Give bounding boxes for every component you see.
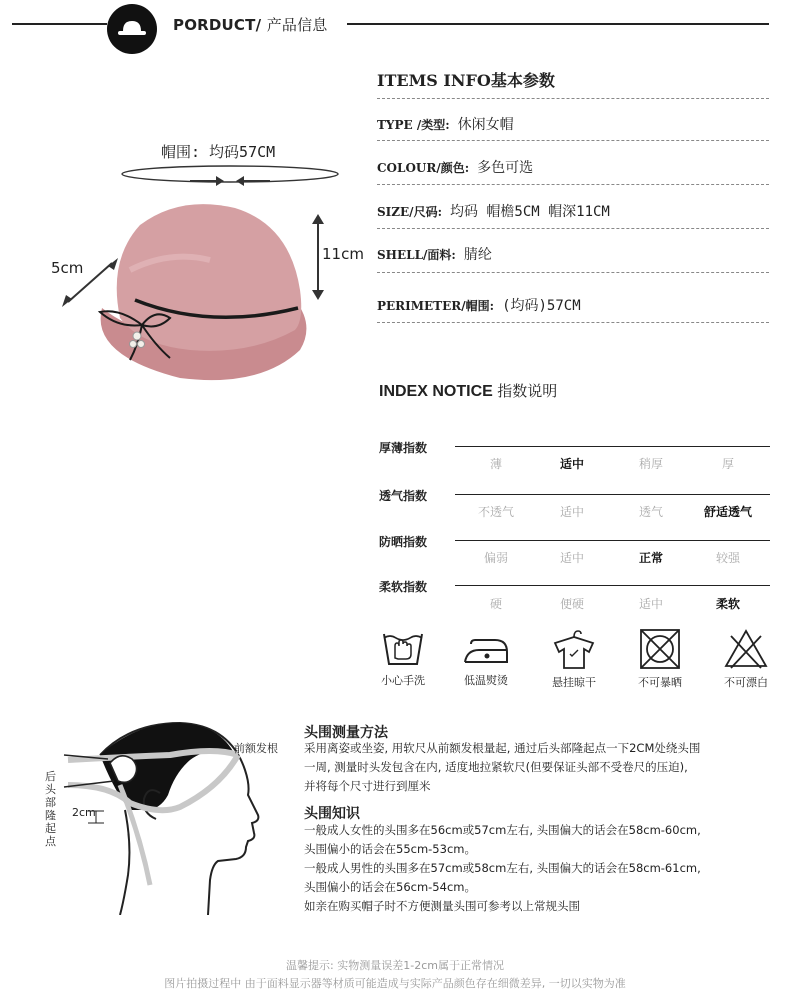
info-row-perimeter: [377, 295, 581, 315]
knowledge-line: 头围偏小的话会在56cm-54cm。: [304, 880, 476, 894]
divider: [377, 228, 769, 229]
info-value: 腈纶: [463, 247, 492, 263]
index-line: [455, 585, 770, 586]
offset-label: 2cm: [72, 806, 96, 819]
measure-line: 采用离姿或坐姿, 用软尺从前额发根量起, 通过后头部隆起点一下2CM处绕头围: [304, 741, 701, 755]
index-option: 适中: [559, 505, 584, 519]
info-value: 多色可选: [477, 160, 534, 176]
info-label: SIZE/尺码:: [377, 205, 442, 219]
knowledge-line: 一般成人女性的头围多在56cm或57cm左右, 头围偏大的话会在58cm-60cm,: [304, 823, 701, 837]
divider: [377, 98, 769, 99]
front-label: 前额发根: [234, 742, 278, 755]
brim-arrow-icon: [60, 255, 120, 310]
index-line: [455, 494, 770, 495]
divider: [377, 184, 769, 185]
index-option: 透气: [638, 505, 663, 519]
index-notice-title: [379, 380, 557, 401]
index-option-selected: 舒适透气: [703, 505, 752, 519]
index-option: 较强: [715, 551, 740, 565]
care-item-no-bleach: [711, 628, 781, 690]
index-line: [455, 540, 770, 541]
perimeter-arrow-icon: [110, 160, 350, 190]
care-label: 低温熨烫: [464, 674, 508, 687]
index-option-selected: 正常: [638, 551, 663, 565]
divider: [377, 140, 769, 141]
info-label: TYPE /类型:: [377, 118, 450, 132]
index-option-selected: 适中: [559, 457, 584, 471]
measure-title: 头围测量方法: [304, 725, 388, 741]
care-item-hang-dry: [539, 628, 609, 690]
measure-line: 并将每个尺寸进行到厘米: [304, 779, 431, 793]
title-sep: /: [255, 16, 262, 34]
info-row-size: [377, 201, 610, 221]
depth-label: 11cm: [322, 245, 364, 263]
hat-logo-icon: [107, 4, 157, 54]
no-bleach-icon: [723, 628, 769, 670]
footer-note-2: 图片拍摄过程中 由于面料显示器等材质可能造成与实际产品颜色存在细微差异, 一切以实物为准: [164, 977, 626, 990]
title-zh: 产品信息: [266, 16, 328, 34]
brim-label: 5cm: [51, 259, 84, 277]
care-label: 不可漂白: [724, 676, 768, 689]
index-option: 厚: [721, 457, 734, 471]
iron-low-icon: [461, 628, 511, 668]
back-label: 后头部隆起点: [45, 770, 56, 848]
care-item-hand-wash: [368, 628, 438, 688]
knowledge-text: [304, 821, 774, 916]
index-option: 稍厚: [638, 457, 663, 471]
knowledge-line: 头围偏小的话会在55cm-53cm。: [304, 842, 476, 856]
index-name: 厚薄指数: [379, 441, 428, 455]
index-option: 便硬: [559, 597, 584, 611]
items-info-title: ITEMS INFO基本参数: [377, 71, 555, 90]
divider: [377, 272, 769, 273]
index-line: [455, 446, 770, 447]
care-label: 悬挂晾干: [552, 676, 596, 689]
index-option: 薄: [489, 457, 502, 471]
index-option: 适中: [559, 551, 584, 565]
hang-dry-icon: [551, 628, 597, 670]
index-option: 适中: [638, 597, 663, 611]
footer-note-1: 温馨提示: 实物测量误差1-2cm属于正常情况: [286, 959, 504, 972]
title-en: PORDUCT: [173, 16, 256, 34]
info-row-colour: [377, 157, 533, 177]
no-sun-dry-icon: [638, 628, 682, 670]
index-title-en: INDEX NOTICE: [379, 383, 493, 400]
index-option: 偏弱: [483, 551, 508, 565]
knowledge-title: 头围知识: [304, 806, 360, 822]
index-title-zh: 指数说明: [497, 383, 558, 400]
measure-line: 一周, 测量时头发包含在内, 适度地拉紧软尺(但要保证头部不受卷尺的压迫),: [304, 760, 688, 774]
care-label: 不可暴晒: [638, 676, 682, 689]
hand-wash-icon: [381, 628, 425, 668]
info-row-type: [377, 114, 514, 134]
index-name: 柔软指数: [379, 580, 428, 594]
info-value: 均码 帽檐5CM 帽深11CM: [450, 204, 610, 220]
header-rule-right: [347, 23, 769, 25]
care-label: 小心手洗: [381, 674, 425, 687]
index-option: 硬: [489, 597, 502, 611]
info-label: SHELL/面料:: [377, 248, 456, 262]
knowledge-line: 一般成人男性的头围多在57cm或58cm左右, 头围偏大的话会在58cm-61cm,: [304, 861, 701, 875]
info-row-shell: [377, 244, 492, 264]
section-title-product: [173, 14, 328, 35]
info-value: (均码)57CM: [502, 298, 581, 314]
divider: [377, 322, 769, 323]
knowledge-line: 如亲在购买帽子时不方便测量头围可参考以上常规头围: [304, 899, 580, 913]
index-name: 透气指数: [379, 489, 428, 503]
index-option-selected: 柔软: [715, 597, 740, 611]
index-name: 防晒指数: [379, 535, 428, 549]
index-option: 不透气: [477, 505, 514, 519]
header-rule-left: [12, 23, 107, 25]
care-item-iron: [451, 628, 521, 688]
info-label: PERIMETER/帽围:: [377, 299, 495, 313]
measure-text: [304, 739, 774, 796]
perimeter-label: 帽围: 均码57CM: [161, 143, 276, 161]
care-item-no-sun: [625, 628, 695, 690]
info-label: COLOUR/颜色:: [377, 161, 470, 175]
info-value: 休闲女帽: [457, 117, 514, 133]
